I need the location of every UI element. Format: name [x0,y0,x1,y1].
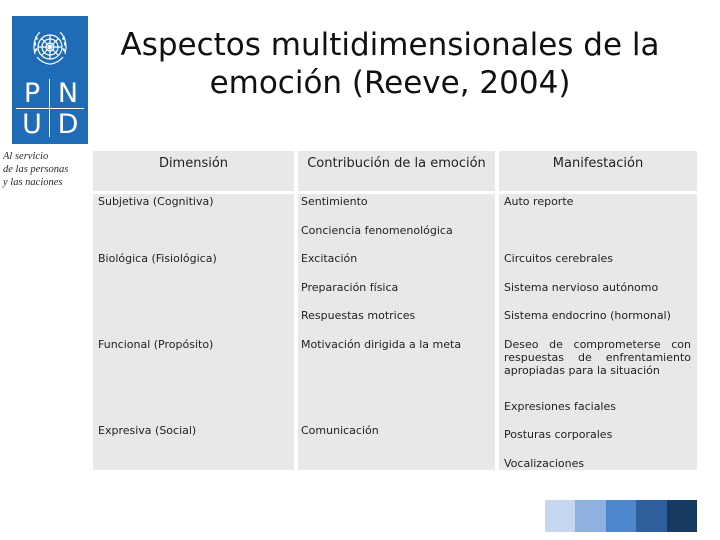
cell-manifestation: Posturas corporales [504,428,613,441]
tagline-line: de las personas [3,164,69,175]
color-swatch [575,500,605,532]
cell-manifestation: Circuitos cerebrales [504,252,614,265]
cell-contribution: Respuestas motrices [301,309,416,322]
logo-tagline [3,150,93,189]
undp-logo [12,16,88,144]
column-separator [495,151,499,470]
logo-letter: D [57,109,79,140]
un-emblem-icon [27,24,73,70]
header-dimension: Dimensión [158,156,229,171]
cell-contribution: Comunicación [301,424,379,437]
cell-dimension: Subjetiva (Cognitiva) [98,195,214,208]
cell-manifestation: Sistema nervioso autónomo [504,281,659,294]
tagline-line: Al servicio [3,151,49,162]
cell-contribution: Conciencia fenomenológica [301,224,453,237]
cell-manifestation: Deseo de comprometerse con respuestas de enfrentamiento apropiadas para la situación [504,338,691,377]
header-separator [93,191,697,194]
title-line: Aspectos multidimensionales de la [120,27,660,63]
cell-dimension: Funcional (Propósito) [98,338,214,351]
cell-contribution: Sentimiento [301,195,368,208]
title-line: emoción (Reeve, 2004) [209,65,571,101]
logo-letters [16,79,84,139]
cell-contribution: Preparación física [301,281,399,294]
cell-manifestation: Auto reporte [504,195,574,208]
logo-letter: N [57,78,79,109]
cell-manifestation: Expresiones faciales [504,400,616,413]
logo-letter: U [22,109,42,140]
column-separator [294,151,298,470]
cell-manifestation: Vocalizaciones [504,457,585,470]
cell-contribution: Excitación [301,252,358,265]
header-manifestation: Manifestación [552,156,644,171]
cell-dimension: Expresiva (Social) [98,424,197,437]
tagline-line: y las naciones [3,177,63,188]
cell-manifestation: Sistema endocrino (hormonal) [504,309,671,322]
slide-title [90,26,690,102]
header-contribution: Contribución de la emoción [307,156,486,171]
color-swatch [636,500,666,532]
color-swatch [667,500,697,532]
color-swatches [545,500,697,532]
emotion-table [93,151,697,470]
cell-dimension: Biológica (Fisiológica) [98,252,217,265]
cell-contribution: Motivación dirigida a la meta [301,338,462,351]
color-swatch [545,500,575,532]
color-swatch [606,500,636,532]
logo-letter: P [23,78,41,109]
